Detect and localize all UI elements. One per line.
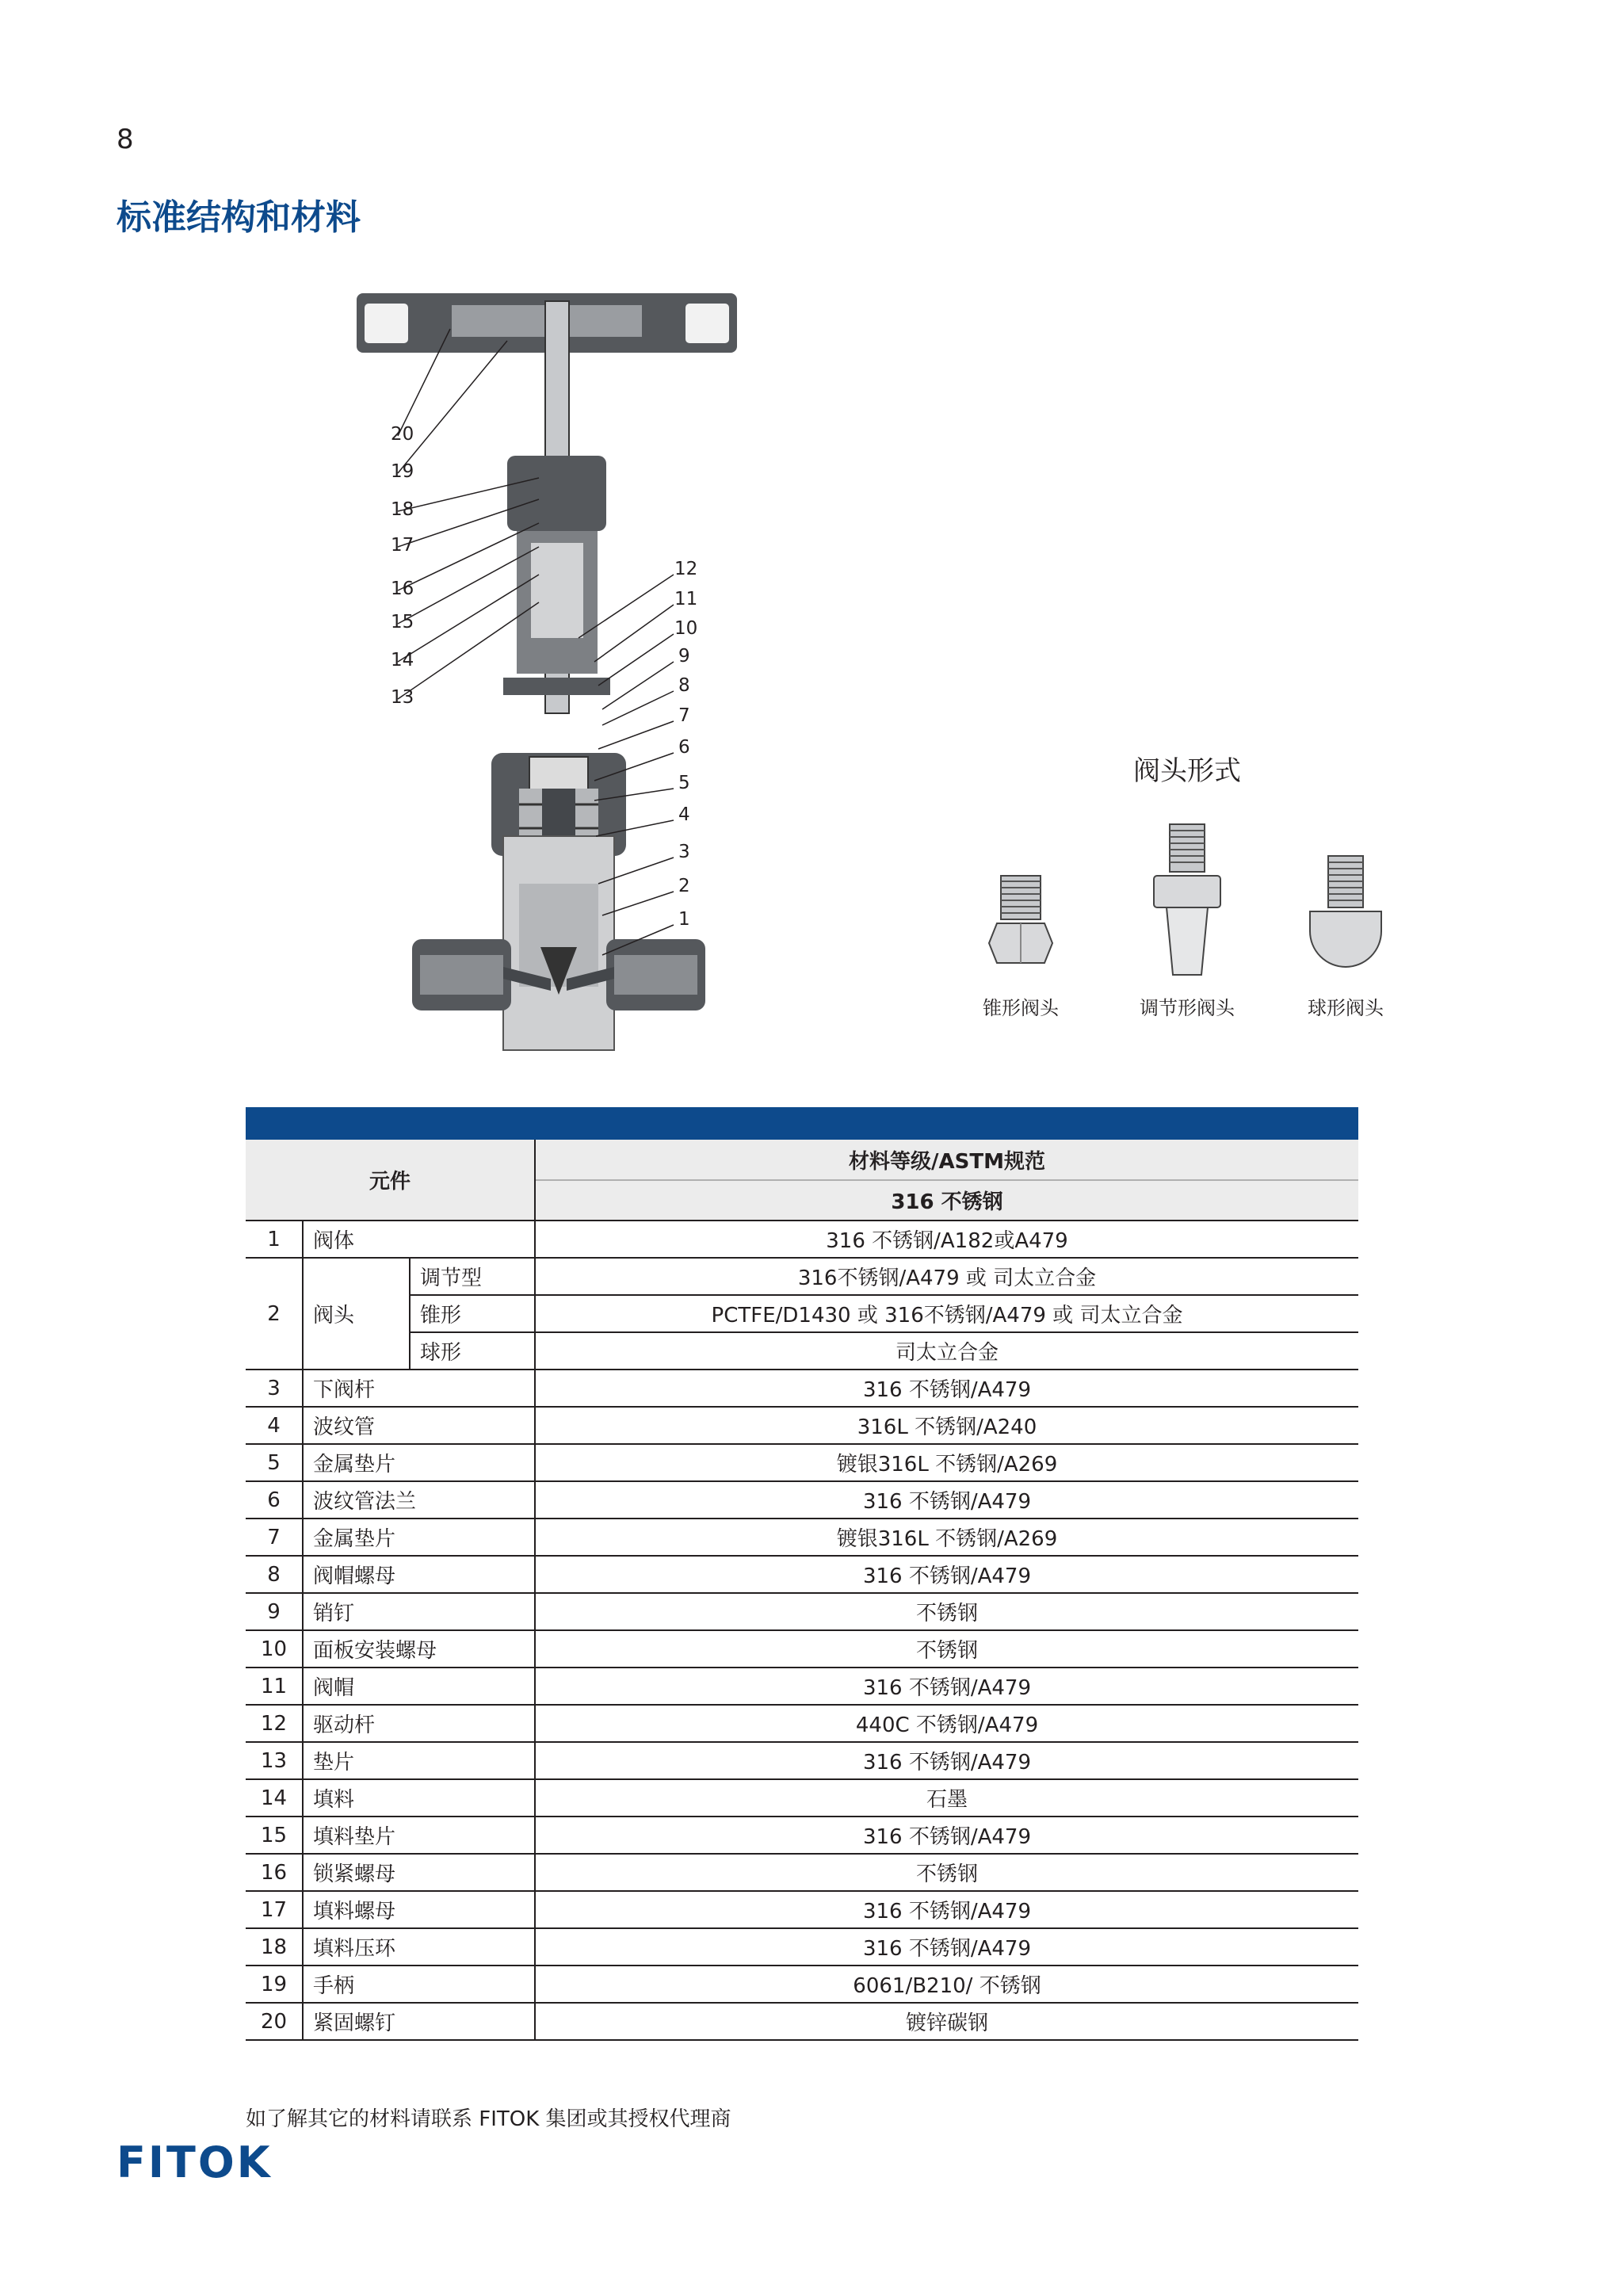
row-number: 5 <box>246 1444 303 1481</box>
row-material: 不锈钢 <box>535 1593 1358 1630</box>
table-header-row <box>246 1140 1358 1180</box>
header-material: 材料等级/ASTM规范 <box>535 1140 1358 1180</box>
cone-tip-label: 锥形阀头 <box>983 997 1059 1019</box>
callout-number: 17 <box>391 535 414 556</box>
cone-tip-icon <box>973 816 1068 983</box>
row-component: 垫片 <box>303 1742 535 1779</box>
row-component: 销钉 <box>303 1593 535 1630</box>
callout-number: 16 <box>391 579 414 599</box>
header-component: 元件 <box>246 1140 535 1221</box>
row-number: 19 <box>246 1966 303 2003</box>
table-row <box>246 1668 1358 1705</box>
callout-number: 18 <box>391 499 414 520</box>
table-row <box>246 1891 1358 1928</box>
row-number: 9 <box>246 1593 303 1630</box>
row-material: 镀银316L 不锈钢/A269 <box>535 1519 1358 1556</box>
row-number: 13 <box>246 1742 303 1779</box>
callout-number: 2 <box>678 876 690 896</box>
row-material: 440C 不锈钢/A479 <box>535 1705 1358 1742</box>
row-number: 10 <box>246 1630 303 1668</box>
row-number: 1 <box>246 1221 303 1258</box>
row-number: 12 <box>246 1705 303 1742</box>
table-row <box>246 1332 1358 1370</box>
row-number: 15 <box>246 1817 303 1854</box>
table-row <box>246 1593 1358 1630</box>
table-row <box>246 1444 1358 1481</box>
row-number: 17 <box>246 1891 303 1928</box>
row-component: 金属垫片 <box>303 1444 535 1481</box>
row-subtype: 调节型 <box>410 1258 535 1295</box>
callout-number: 10 <box>674 618 698 639</box>
row-number: 2 <box>246 1258 303 1370</box>
ball-tip-icon <box>1298 816 1393 983</box>
callout-number: 7 <box>678 705 690 726</box>
row-component: 波纹管法兰 <box>303 1481 535 1519</box>
callout-number: 15 <box>391 612 414 632</box>
row-material: 316L 不锈钢/A240 <box>535 1407 1358 1444</box>
table-row <box>246 1481 1358 1519</box>
table-row <box>246 1295 1358 1332</box>
regulating-tip-label: 调节形阀头 <box>1140 997 1235 1019</box>
callout-number: 8 <box>678 675 690 696</box>
table-row <box>246 1779 1358 1817</box>
callout-number: 12 <box>674 559 698 579</box>
row-component: 金属垫片 <box>303 1519 535 1556</box>
row-component: 锁紧螺母 <box>303 1854 535 1891</box>
row-material: 6061/B210/ 不锈钢 <box>535 1966 1358 2003</box>
table-row <box>246 1258 1358 1295</box>
row-number: 7 <box>246 1519 303 1556</box>
page-number: 8 <box>116 124 134 155</box>
row-component: 填料 <box>303 1779 535 1817</box>
table-top-band <box>246 1107 1358 1140</box>
row-material: 不锈钢 <box>535 1630 1358 1668</box>
row-component: 填料压环 <box>303 1928 535 1966</box>
callout-number: 19 <box>391 461 414 482</box>
table-row <box>246 1556 1358 1593</box>
row-component: 面板安装螺母 <box>303 1630 535 1668</box>
row-component: 填料垫片 <box>303 1817 535 1854</box>
row-number: 16 <box>246 1854 303 1891</box>
row-material: 316 不锈钢/A479 <box>535 1481 1358 1519</box>
table-row <box>246 2003 1358 2040</box>
row-material: 316 不锈钢/A479 <box>535 1928 1358 1966</box>
row-material: 316 不锈钢/A479 <box>535 1370 1358 1407</box>
row-number: 11 <box>246 1668 303 1705</box>
fitok-logo: FITOK <box>116 2137 273 2187</box>
callout-number: 3 <box>678 842 690 862</box>
row-material: 316 不锈钢/A479 <box>535 1556 1358 1593</box>
row-subtype: 球形 <box>410 1332 535 1370</box>
heads-section-title: 阀头形式 <box>1133 755 1241 787</box>
row-material: 316 不锈钢/A479 <box>535 1742 1358 1779</box>
ball-tip-label: 球形阀头 <box>1308 997 1384 1019</box>
page-title: 标准结构和材料 <box>116 197 361 238</box>
table-row <box>246 1854 1358 1891</box>
callout-number: 4 <box>678 804 690 825</box>
table-row <box>246 1966 1358 2003</box>
table-row <box>246 1705 1358 1742</box>
row-material: 镀锌碳钢 <box>535 2003 1358 2040</box>
table-row <box>246 1221 1358 1258</box>
callout-number: 20 <box>391 424 414 445</box>
row-material: 316不锈钢/A479 或 司太立合金 <box>535 1258 1358 1295</box>
table-row <box>246 1630 1358 1668</box>
row-number: 18 <box>246 1928 303 1966</box>
row-material: 镀银316L 不锈钢/A269 <box>535 1444 1358 1481</box>
row-component: 驱动杆 <box>303 1705 535 1742</box>
callout-number: 13 <box>391 687 414 708</box>
table-row <box>246 1519 1358 1556</box>
row-material: 316 不锈钢/A479 <box>535 1817 1358 1854</box>
row-number: 8 <box>246 1556 303 1593</box>
callout-number: 6 <box>678 737 690 758</box>
table-row <box>246 1742 1358 1779</box>
row-subtype: 锥形 <box>410 1295 535 1332</box>
row-number: 20 <box>246 2003 303 2040</box>
table-row <box>246 1407 1358 1444</box>
row-number: 4 <box>246 1407 303 1444</box>
callout-number: 9 <box>678 646 690 667</box>
materials-table <box>246 1107 1358 2041</box>
row-material: 316 不锈钢/A479 <box>535 1668 1358 1705</box>
row-number: 14 <box>246 1779 303 1817</box>
row-material: 316 不锈钢/A182或A479 <box>535 1221 1358 1258</box>
footnote: 如了解其它的材料请联系 FITOK 集团或其授权代理商 <box>246 2107 731 2131</box>
row-material: 316 不锈钢/A479 <box>535 1891 1358 1928</box>
row-material: 不锈钢 <box>535 1854 1358 1891</box>
table-row <box>246 1928 1358 1966</box>
row-component: 阀头 <box>303 1258 410 1370</box>
callout-number: 14 <box>391 650 414 670</box>
regulating-tip-icon <box>1140 816 1235 983</box>
row-component: 下阀杆 <box>303 1370 535 1407</box>
row-number: 3 <box>246 1370 303 1407</box>
row-material: 石墨 <box>535 1779 1358 1817</box>
row-number: 6 <box>246 1481 303 1519</box>
row-material: 司太立合金 <box>535 1332 1358 1370</box>
row-component: 波纹管 <box>303 1407 535 1444</box>
table-row <box>246 1370 1358 1407</box>
row-component: 阀帽 <box>303 1668 535 1705</box>
callout-number: 5 <box>678 773 690 793</box>
row-component: 阀体 <box>303 1221 535 1258</box>
row-material: PCTFE/D1430 或 316不锈钢/A479 或 司太立合金 <box>535 1295 1358 1332</box>
table-row <box>246 1817 1358 1854</box>
callout-number: 1 <box>678 909 690 930</box>
row-component: 阀帽螺母 <box>303 1556 535 1593</box>
row-component: 填料螺母 <box>303 1891 535 1928</box>
row-component: 手柄 <box>303 1966 535 2003</box>
callout-number: 11 <box>674 589 698 609</box>
header-grade: 316 不锈钢 <box>535 1180 1358 1221</box>
row-component: 紧固螺钉 <box>303 2003 535 2040</box>
